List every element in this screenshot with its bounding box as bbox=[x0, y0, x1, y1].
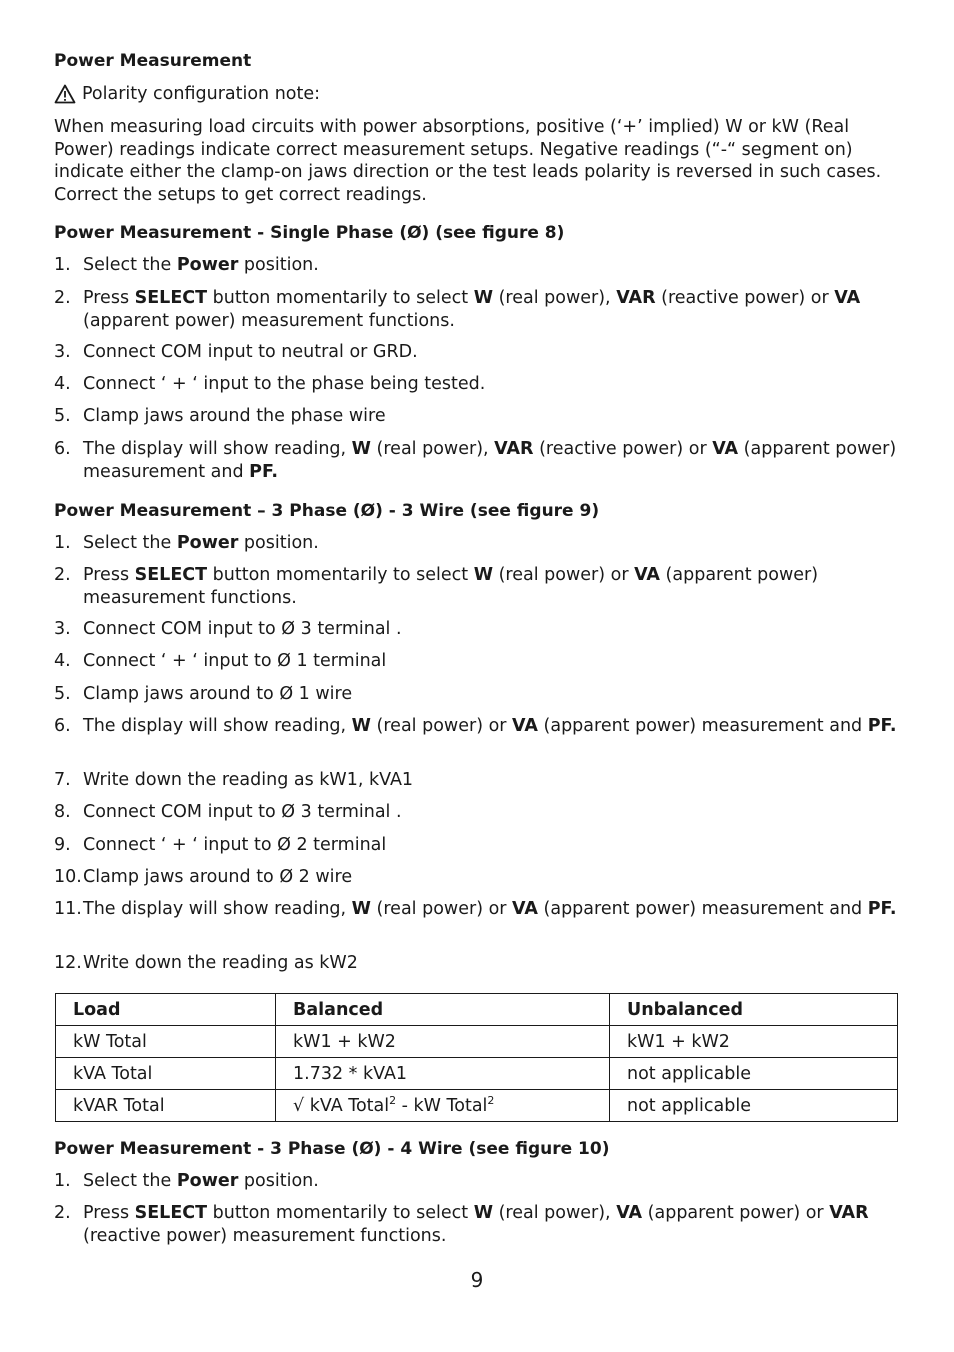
list-item-number: 4. bbox=[54, 651, 71, 671]
list-item bbox=[54, 952, 900, 975]
list-item-number: 3. bbox=[54, 619, 71, 639]
list-item-number: 5. bbox=[54, 684, 71, 704]
list-item-number: 8. bbox=[54, 802, 71, 822]
list-item bbox=[54, 898, 900, 921]
polarity-note-label: Polarity configuration note: bbox=[82, 84, 321, 104]
list-item-text: Select the Power position. bbox=[83, 255, 319, 275]
table-cell: kVAR Total bbox=[56, 1090, 276, 1122]
list-item-text: Select the Power position. bbox=[83, 1171, 319, 1191]
list-item bbox=[54, 1170, 900, 1193]
list-item-number: 2. bbox=[54, 1203, 71, 1223]
list-item-number: 12. bbox=[54, 953, 82, 973]
list-item-text: The display will show reading, W (real power) or VA (apparent power) measurement and PF. bbox=[83, 899, 897, 919]
list-item-number: 10. bbox=[54, 867, 82, 887]
list-item-number: 11. bbox=[54, 899, 82, 919]
list-item-text: The display will show reading, W (real power), VAR (reactive power) or VA (apparent power) measurement and PF. bbox=[83, 439, 897, 482]
list-item-text: Write down the reading as kW1, kVA1 bbox=[83, 770, 414, 790]
list-item-number: 4. bbox=[54, 374, 71, 394]
list-item-text: Select the Power position. bbox=[83, 533, 319, 553]
list-item bbox=[54, 373, 900, 396]
table-header-cell: Unbalanced bbox=[610, 994, 898, 1026]
polarity-note-text: When measuring load circuits with power absorptions, positive (‘+’ implied) W or kW (Real Power) readings indicate correct measurement setups. Negative readings (“-“ segment on) indicate either the clamp-on jaws direction or the test leads polarity is reversed in such cases. Correct the setups to get correct readings. bbox=[54, 117, 882, 205]
table-row bbox=[56, 1058, 898, 1090]
section-title: Power Measurement bbox=[54, 51, 252, 71]
table-row bbox=[56, 1090, 898, 1122]
list-item-text: Write down the reading as kW2 bbox=[83, 953, 358, 973]
table-cell: 1.732 * kVA1 bbox=[276, 1058, 610, 1090]
list-item-number: 5. bbox=[54, 406, 71, 426]
table-header-cell: Balanced bbox=[276, 994, 610, 1026]
list-item-text: Connect ‘ + ‘ input to Ø 2 terminal bbox=[83, 835, 387, 855]
table-cell: not applicable bbox=[610, 1090, 898, 1122]
list-item bbox=[54, 254, 900, 277]
table-cell: kW Total bbox=[56, 1026, 276, 1058]
list-item bbox=[54, 618, 900, 641]
list-item bbox=[54, 438, 900, 483]
list-item bbox=[54, 683, 900, 706]
list-item-text: Connect ‘ + ‘ input to the phase being tested. bbox=[83, 374, 486, 394]
list-item bbox=[54, 866, 900, 889]
table-cell: kW1 + kW2 bbox=[610, 1026, 898, 1058]
list-item-text: Connect COM input to Ø 3 terminal . bbox=[83, 802, 402, 822]
table-cell: kW1 + kW2 bbox=[276, 1026, 610, 1058]
list-item-text: Clamp jaws around to Ø 1 wire bbox=[83, 684, 353, 704]
list-item-number: 6. bbox=[54, 439, 71, 459]
list-item bbox=[54, 769, 900, 792]
superscript: 2 bbox=[389, 1093, 397, 1107]
list-item-text: Press SELECT button momentarily to select W (real power) or VA (apparent power) measurement functions. bbox=[83, 565, 819, 608]
single-phase-title: Power Measurement - Single Phase (Ø) (see figure 8) bbox=[54, 223, 565, 243]
table-row bbox=[56, 1026, 898, 1058]
list-item bbox=[54, 341, 900, 364]
list-item bbox=[54, 1202, 900, 1247]
superscript: 2 bbox=[487, 1093, 495, 1107]
list-item bbox=[54, 564, 900, 609]
list-item-number: 1. bbox=[54, 255, 71, 275]
table-cell-formula bbox=[276, 1090, 610, 1122]
list-item bbox=[54, 532, 900, 555]
formula-term-2: - kW Total bbox=[396, 1095, 488, 1116]
list-item-number: 9. bbox=[54, 835, 71, 855]
list-item-number: 2. bbox=[54, 565, 71, 585]
list-item-text: Clamp jaws around to Ø 2 wire bbox=[83, 867, 353, 887]
list-item-number: 3. bbox=[54, 342, 71, 362]
three-phase-4-wire-title: Power Measurement - 3 Phase (Ø) - 4 Wire (see figure 10) bbox=[54, 1139, 610, 1159]
list-item-text: Press SELECT button momentarily to select W (real power), VA (apparent power) or VAR (reactive power) measurement functions. bbox=[83, 1203, 869, 1246]
list-item-number: 1. bbox=[54, 533, 71, 553]
list-item-text: Clamp jaws around the phase wire bbox=[83, 406, 386, 426]
list-item bbox=[54, 405, 900, 428]
list-item bbox=[54, 801, 900, 824]
list-item-number: 2. bbox=[54, 288, 71, 308]
list-item-text: Connect COM input to neutral or GRD. bbox=[83, 342, 418, 362]
list-item bbox=[54, 834, 900, 857]
list-item-number: 1. bbox=[54, 1171, 71, 1191]
table-header-row bbox=[56, 994, 898, 1026]
three-phase-3-wire-title: Power Measurement – 3 Phase (Ø) - 3 Wire (see figure 9) bbox=[54, 501, 600, 521]
page-number: 9 bbox=[470, 1268, 484, 1292]
list-item-number: 7. bbox=[54, 770, 71, 790]
list-item-text: Connect COM input to Ø 3 terminal . bbox=[83, 619, 402, 639]
table-header-cell: Load bbox=[56, 994, 276, 1026]
list-item bbox=[54, 715, 900, 738]
table-cell: not applicable bbox=[610, 1058, 898, 1090]
list-item-text: Press SELECT button momentarily to select W (real power), VAR (reactive power) or VA (apparent power) measurement functions. bbox=[83, 288, 861, 331]
formula-term-1: √ kVA Total bbox=[293, 1095, 390, 1116]
warning-triangle-icon bbox=[54, 84, 76, 104]
list-item-text: Connect ‘ + ‘ input to Ø 1 terminal bbox=[83, 651, 387, 671]
list-item bbox=[54, 287, 900, 332]
power-total-table bbox=[55, 993, 898, 1122]
list-item-text: The display will show reading, W (real power) or VA (apparent power) measurement and PF. bbox=[83, 716, 897, 736]
list-item bbox=[54, 650, 900, 673]
polarity-note-label-row bbox=[54, 83, 900, 106]
table-cell: kVA Total bbox=[56, 1058, 276, 1090]
list-item-number: 6. bbox=[54, 716, 71, 736]
